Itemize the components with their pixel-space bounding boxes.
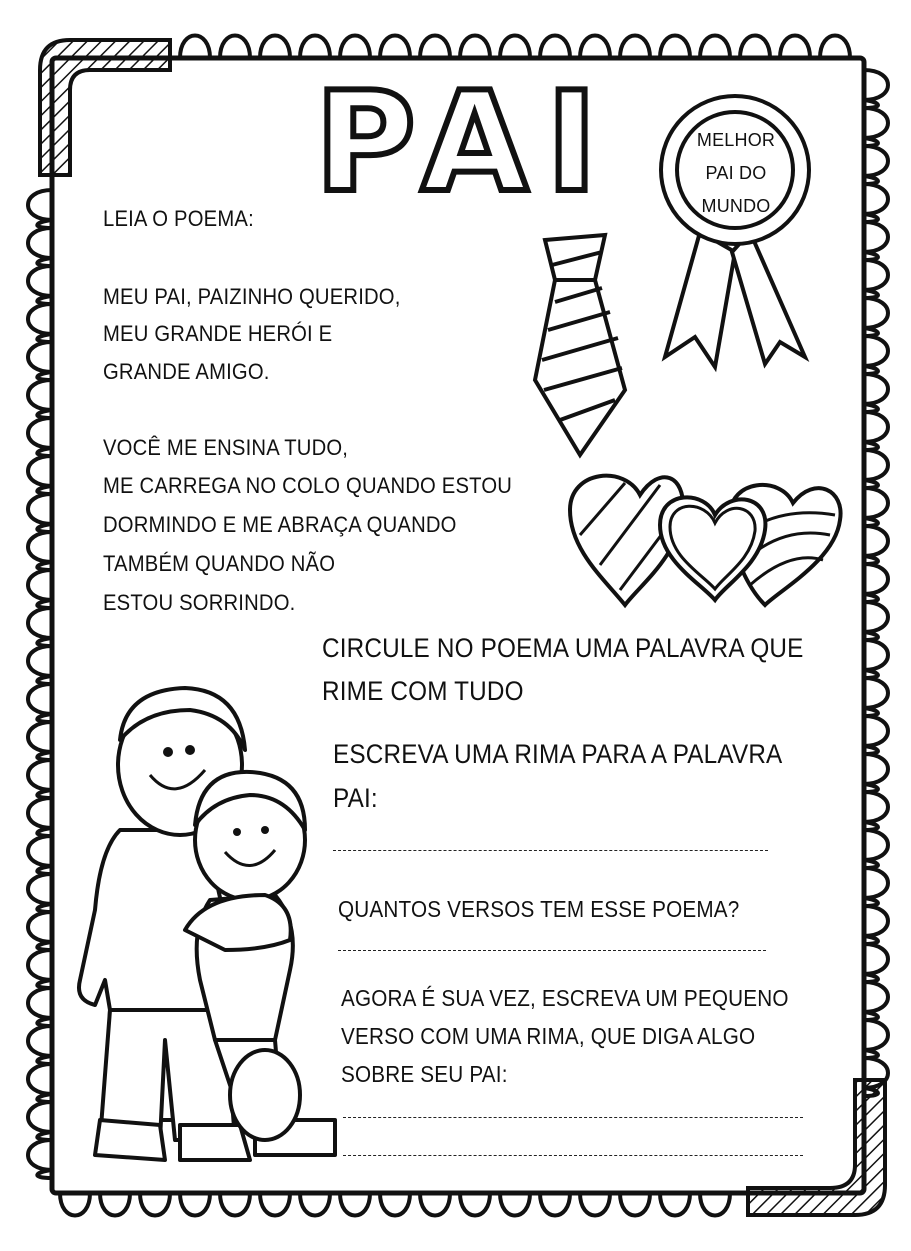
father-and-son-hug-illustration <box>65 680 350 1180</box>
question-2-line-1: ESCREVA UMA RIMA PARA A PALAVRA <box>333 739 783 769</box>
poem-line: VOCÊ ME ENSINA TUDO, <box>103 435 349 460</box>
poem-line: TAMBÉM QUANDO NÃO <box>103 551 336 576</box>
poem-line: ME CARREGA NO COLO QUANDO ESTOU <box>103 473 513 498</box>
striped-tie-icon <box>530 230 640 460</box>
badge-line-2: PAI DO <box>705 163 767 183</box>
title-text: PAI <box>315 70 615 210</box>
question-1-line-1: CIRCULE NO POEMA UMA PALAVRA QUE <box>322 633 804 663</box>
title-pai-block-letters <box>315 70 615 210</box>
poem-line: GRANDE AMIGO. <box>103 359 270 384</box>
poem-line: ESTOU SORRINDO. <box>103 590 296 615</box>
question-2-line-2: PAI: <box>333 783 378 813</box>
badge-line-1: MELHOR <box>696 130 776 150</box>
answer-line-q2[interactable] <box>333 850 768 851</box>
intro-text: LEIA O POEMA: <box>103 206 254 231</box>
badge-line-3: MUNDO <box>701 196 771 216</box>
answer-line-q3[interactable] <box>338 950 766 951</box>
question-1-line-2: RIME COM TUDO <box>322 676 524 706</box>
question-4-line-3: SOBRE SEU PAI: <box>341 1061 508 1087</box>
three-hearts-icon <box>565 465 850 615</box>
answer-line-q4-1[interactable] <box>343 1117 803 1118</box>
poem-line: MEU PAI, PAIZINHO QUERIDO, <box>103 284 401 309</box>
answer-line-q4-2[interactable] <box>343 1155 803 1156</box>
question-4-line-2: VERSO COM UMA RIMA, QUE DIGA ALGO <box>341 1023 756 1049</box>
question-4-line-1: AGORA É SUA VEZ, ESCREVA UM PEQUENO <box>341 985 789 1011</box>
question-3: QUANTOS VERSOS TEM ESSE POEMA? <box>338 896 740 922</box>
poem-line: MEU GRANDE HERÓI E <box>103 321 333 346</box>
poem-line: DORMINDO E ME ABRAÇA QUANDO <box>103 512 457 537</box>
